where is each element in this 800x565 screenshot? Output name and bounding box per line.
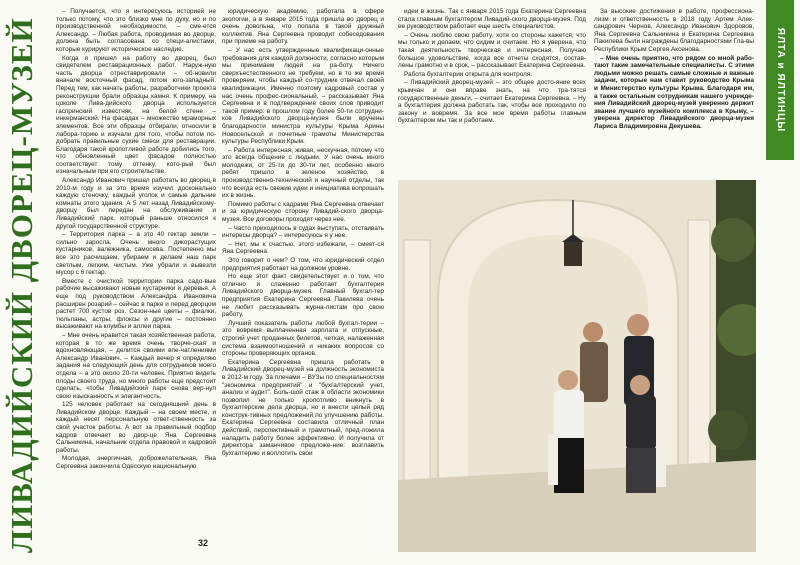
paragraph: – Мне очень нравится такая хозяйственная работа, которая в то же время очень творче-ская и вдохновляющая, – делится своими впе-чатлениями Александр Иванович. – Каждый вечер я определяю задания на следующий день для сотрудников моего отдела – а это около 20-ти человек. Приятно видеть плоды своего труда, но много работы еще предстоит сделать, чтобы Ливадийский парк снова вер-нул свою изысканность и элегантность. [56, 331, 216, 400]
paragraph: – Получается, что я интересуюсь историей не только потому, что это близко мне по духу, но и по производственной необходимости, – сме-ется Александр. – Любая работа, проводимая во дворце, должна быть согласована со специ-алистами, которые курируют историческое наследие. [56, 8, 216, 53]
section-tab-label: ЯЛТА и ЯЛТИНЦЫ [775, 27, 786, 133]
page-number: 32 [198, 538, 209, 548]
paragraph: За высокие достижения в работе, профессиона-лизм и ответственность в 2018 году Артем Алек-сандрович Чернов, Александр Иванович Здоровов, Яна Сергеевна Сальникина и Екатерина Сергеевна Пакилева были награждены благодарностями Гла-вы Республики Крым Сергея Аксенова. [594, 8, 754, 53]
paragraph: Екатерина Сергеевна пришла работать в Ливадийский дворец-музей на должность экономиста в 2012-м году. За плечами – ВУЗы по специальностям "экономика предприятий" и "бухгалтерский учет, анализ и аудит". Боль-шой стаж в области экономики позволил не только кропотливо вникнуть в бухгалтерские дела дворца, но и внести целый ряд конструк-тивных предложений по улучшению работы. Екатерина Сергеевна составила отличный план действий, перспективный и грамотный, пред-ложила наладить работу более эффективно. И получила от директора заманчивое предложе-ние: возглавить бухгалтерию и воплотить свои [222, 358, 384, 457]
quote-paragraph: – Мне очень приятно, что рядом со мной рабо-тают такие замечательные специалисты. С этими людьми можно решать самые сложные и важные задачи, которые нам ставит руководство Крыма и Министерство культуры Крыма. Благодаря им, а также остальным сотрудникам нашего учрежде-ния Ливадийский дворец-музей уверенно держит звание лучшего музейного комплекса в Крыму, – уверена директор Ливадийского дворца-музея Лариса Владимировна Декушева. [594, 54, 754, 130]
paragraph: Это говорит о чем? О том, что юридический отдел предприятия работает на должном уровне. [222, 257, 384, 272]
paragraph: Когда я пришел на работу во дворец, был свидетелем реставрационных работ. Наруж-ную часть дворца отреставрировали – об-новили вначале восточный фасад, потом юго-западный. Перед тем, как начать работы, разработчики проекта реконструкции брали образцы камня. К примеру, на цоколе Лива-дийского дворца используется гаспринский известняк, на белой стене – инкерманский. На фасадах – множество мраморных элементов. Все эти образцы отбирали, относили в лабора-торию и изучали для того, чтобы потом по-добрать правильные сухие смеси для реставрации. Благодаря такой кропотливой работе добились того, что обновленный цвет фасадов полностью соответствует тому оттенку, кото-рый был изначальным при его строительстве. [56, 54, 216, 176]
article-column-4 [594, 8, 754, 176]
paragraph: Работа бухгалтерии открыта для контроля. [404, 70, 533, 78]
paragraph: – Очень люблю свою работу, хотя со стороны кажется, что мы только и делаем, что сидим и считаем. Но я уверена, что такая деятельность творческая и интересная. Получаю большое удовольствие, когда все отчеты сходятся, состав-лены грамотно и в срок, – рассказывает Екатерина Сергеевна. [398, 31, 586, 70]
paragraph: Вместе с очисткой территории парка садо-вые рабочие высаживают новые кустарники и деревья. А еще под руководством Александра Ивановича расширен розарий – сейчас в парке и перед дворцом растет 700 кустов роз. Сезон-ные цветы – фиалки, тюльпаны, астры, флоксы и другие – постоянно высаживают на клумбы и аллеи парка. [56, 277, 216, 331]
article-column-1 [56, 8, 216, 546]
paragraph: Александр Иванович пришел работать во дворец в 2010-м году и за это время изучил досконально каждую стеночку, каждый уголок и самые дальние комнаты этого здания. А 5 лет назад Ливадийскому-дворцу был передан на обслуживание и Ливадийский парк, который раньше относился к другой государственной структуре. [56, 177, 216, 230]
article-column-3 [398, 8, 586, 176]
paragraph: – Часто приходилось в судах выступать, отстаивать интересы дворца? – интересуюсь я у нее. [222, 224, 384, 240]
paragraph: – Территория парка – а это 40 гектар земли – сильно заросла. Очень много дикорастущих кустарников, валежника, самосева. Постепенно мы все это расчищаем, убираем и делаем наш парк светлым, легким, чистым. Уже убрали и вывезли мусор с 6 гектар. [56, 231, 216, 277]
paragraph: Но еще этот факт свидетельствует и о том, что отлично и слаженно работает бухгалтерия Ливадийского дворца-музея. Главный бухгал-тер предприятия Екатерина Сергеевна Пакилева очень не любит рассказывать журна-листам про свою работу. [222, 273, 384, 319]
headline-area [2, 18, 42, 553]
paragraph: Помимо работы с кадрами Яна Сергеевна отвечает и за юридическую сторону Ливадий-ского дворца-музея. Все договоры проходят через нее. [222, 200, 384, 224]
paragraph: – У нас есть утвержденные квалификаци-онные требования для каждой должности, согласно которым мы принимаем людей на ра-боту. Ничего сверхъестественного не требуем, но в то же время проверяем, чтобы каждый со-трудник отвечал своей квалификации. Именно поэтому кадровый состав у нас очень профес-сиональный, – рассказывает Яна Сергеевна и в подтверждение своих слов приводит такой пример: в прошлом году более 50-ти сотрудни-ков Ливадийского дворца-музея были вручены благодарности министра культуры Крыма Арины Новосельской и почетные грамоты Министерства культуры Республики Крым. [222, 46, 384, 146]
paragraph: – Нет, мы к счастью, этого избежали, – смеет-ся Яна Сергеевна. [222, 240, 384, 256]
paragraph: – Ливадийский дворец-музей – это общее досто-яние всех крымчан и они вправе знать, на что тра-тятся государственные деньги, – считает Екатерина Сергеевна. – Ну а бухгалтерия должна работать так, чтобы все проходило по закону и вовремя. За все мое время работы главным бухгалтером мы так и работаем. [398, 79, 586, 125]
paragraph: юридическую академию, работала в сфере экологии, а в январе 2015 года пришла во дворец и очень довольна, что попала в такой дружный коллектив. Яна Сергеевна проводит собеседования при приеме на работу. [222, 8, 384, 46]
article-column-2 [222, 8, 384, 548]
paragraph: Лучший показатель работы любой бухгал-терии – это вовремя выплаченная зарплата и отпускные, строгий учет проданных билетов, четкая, налаженная система взаимоотношений и никаких вопросов со стороны проверяющих органов. [222, 319, 384, 358]
headline: ЛИВАДИЙСКИЙ ДВОРЕЦ-МУЗЕЙ [4, 17, 39, 553]
paragraph: – Работа интересная, живая, нескучная, потому что это всегда общение с людьми. У нас очень много молодежи, от 25-ти до 30-ти лет, особенно много ребят пришло в зеленое хозяйство, в производственно-технический и научный отделы, так что всегда есть свежие идеи и инициатива вопрошать их в жизнь. [222, 146, 384, 200]
section-tab [766, 0, 794, 160]
staff-photo-illustration [398, 180, 756, 552]
paragraph: идеи в жизнь. Так с января 2015 года Екатерина Сергеевна стала главным бухгалтером Ливадий-ского дворца-музея. Под ее руководством работает еще шесть специалистов. [398, 8, 586, 31]
paragraph: 125 человек работает на сегодняшний день в Ливадийском дворце. Каждый – на своем месте, и каждый несет персональную ответ-ственность за свой участок работы. А вот за правильный подбор кадров отвечает во двор-це Яна Сергеевна Сальникина, начальник отдела правовой и кадровой работы. [56, 401, 216, 454]
staff-photo [398, 180, 756, 552]
paragraph: Молодая, энергичная, доброжелательная, Яна Сергеевна закончила Одесскую национальную [56, 455, 216, 471]
